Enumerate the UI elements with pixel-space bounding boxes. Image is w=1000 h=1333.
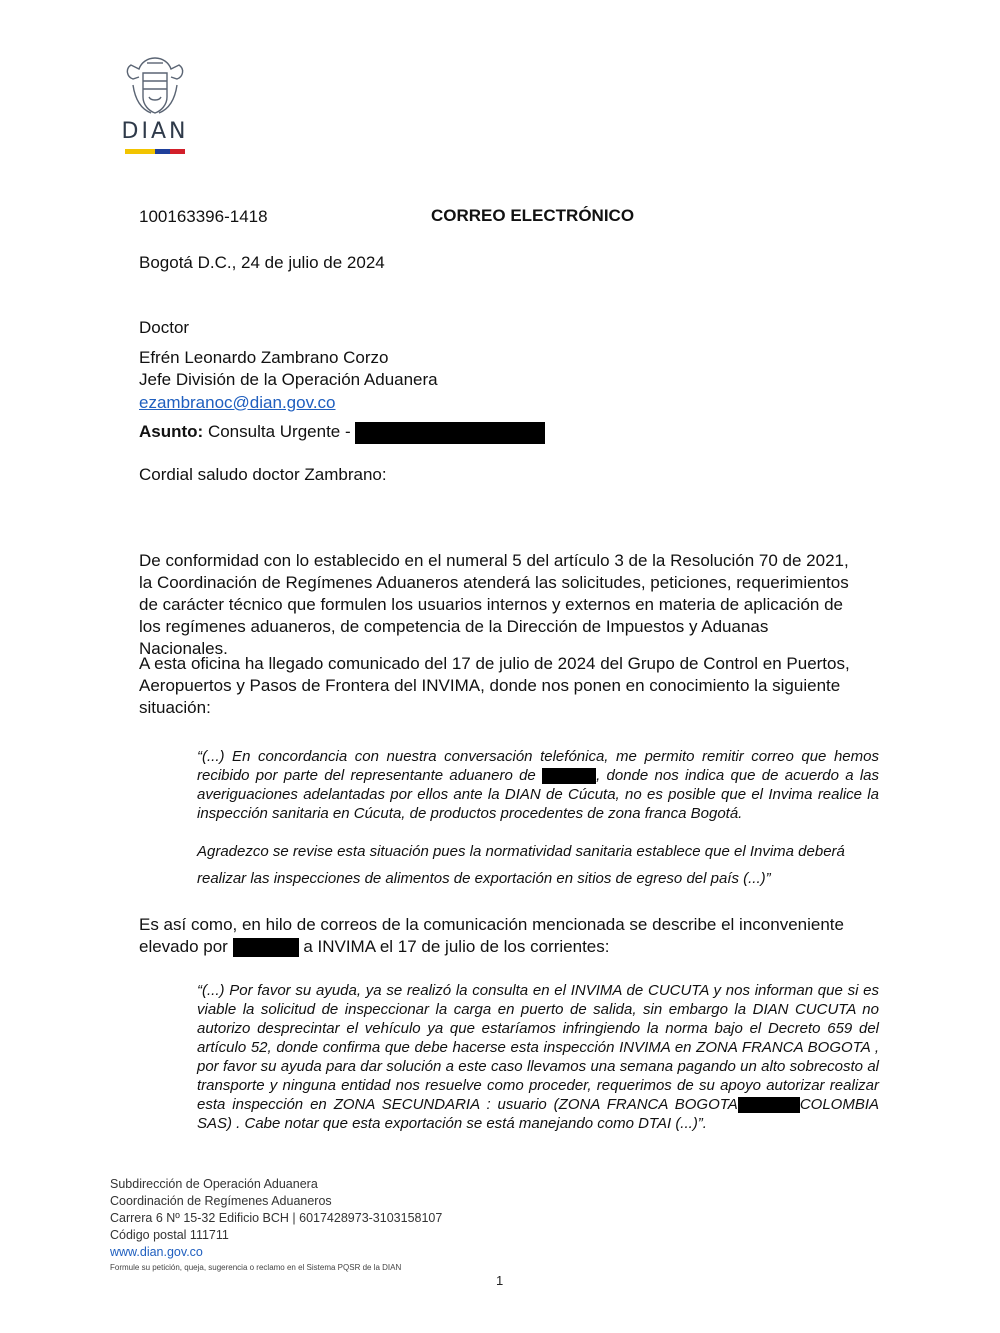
quote-1-part-2: , donde nos indica que de acuerdo a las averiguaciones adelantadas por ellos ante la DIAN de Cúcuta, no es posible que el Invima realice la inspección sanitaria en Cúcuta, de productos procedentes de zona franca Bogotá. bbox=[197, 767, 880, 822]
footer-line-2: Coordinación de Regímenes Aduaneros bbox=[110, 1194, 332, 1208]
footer-note: Formule su petición, queja, sugerencia o reclamo en el Sistema PQSR de la DIAN bbox=[110, 1263, 402, 1272]
subject-label: Asunto: bbox=[139, 422, 204, 441]
recipient-block bbox=[139, 317, 438, 414]
redacted-block bbox=[542, 768, 596, 784]
page-number: 1 bbox=[496, 1273, 504, 1288]
quote-1 bbox=[197, 747, 879, 823]
dian-logo bbox=[103, 55, 207, 157]
colombia-flag-bar bbox=[125, 149, 185, 154]
greeting: Cordial saludo doctor Zambrano: bbox=[139, 465, 387, 484]
redacted-block bbox=[738, 1097, 800, 1113]
paragraph-1: De conformidad con lo establecido en el numeral 5 del artículo 3 de la Resolución 70 de 2021, la Coordinación de Regímenes Aduaneros atenderá las solicitudes, peticiones, requerimientos de carácter técnico que formulen los usuarios internos y externos en materia de aplicación de los regímenes aduaneros, de competencia de la Dirección de Impuestos y Aduanas Nacionales. bbox=[139, 551, 849, 658]
recipient-email-link[interactable]: ezambranoc@dian.gov.co bbox=[139, 392, 336, 412]
recipient-position: Jefe División de la Operación Aduanera bbox=[139, 370, 438, 389]
paragraph-3-part-1: Es así como, en hilo de correos de la comunicación mencionada se describe el inconveniente elevado por bbox=[139, 915, 844, 956]
recipient-name: Efrén Leonardo Zambrano Corzo bbox=[139, 347, 389, 367]
quote-3-part-2: COLOMBIA SAS) . Cabe notar que esta exportación se está manejando como DTAI (...)”. bbox=[197, 1096, 879, 1132]
flag-blue-stripe bbox=[155, 149, 170, 154]
coat-of-arms-icon bbox=[103, 55, 207, 117]
paragraph-3-part-2: a INVIMA el 17 de julio de los corrientes: bbox=[303, 937, 610, 956]
subject-text: Consulta Urgente - bbox=[207, 422, 351, 441]
quote-2: Agradezco se revise esta situación pues la normatividad sanitaria establece que el Invima deberá realizar las inspecciones de alimentos de exportación en sitios de egreso del país (...)” bbox=[197, 843, 845, 887]
quote-3-part-1: “(...) Por favor su ayuda, ya se realizó la consulta en el INVIMA de CUCUTA y nos informan que si es viable la solicitud de inspeccionar la carga en puerto de salida, sin embargo la DIAN CUCUTA no autorizo desprecintar el vehículo ya que estaríamos infringiendo la norma bajo el Decreto 659 del artículo 52, donde confirma que debe hacerse esta inspección INVIMA en ZONA FRANCA BOGOTA , por favor su ayuda para dar solución a este caso llevamos una semana pagando un alto sobrecosto al transporte y ninguna entidad nos resuelve como proceder, requerimos de su apoyo autorizar realizar esta inspección en ZONA SECUNDARIA : usuario (ZONA FRANCA BOGOTA bbox=[197, 982, 879, 1113]
subject-line bbox=[139, 421, 545, 444]
quote-3 bbox=[197, 981, 879, 1133]
footer bbox=[110, 1176, 442, 1275]
footer-line-4: Código postal 111711 bbox=[110, 1228, 229, 1242]
recipient-title: Doctor bbox=[139, 318, 190, 337]
document-type: CORREO ELECTRÓNICO bbox=[431, 206, 635, 225]
paragraph-3 bbox=[139, 914, 859, 958]
flag-yellow-stripe bbox=[125, 149, 155, 154]
flag-red-stripe bbox=[170, 149, 185, 154]
reference-number: 100163396-1418 bbox=[139, 207, 268, 226]
redacted-block bbox=[355, 422, 545, 444]
quote-1-part-1: “(...) En concordancia con nuestra conversación telefónica, me permito remitir correo que hemos recibido por parte del representante aduanero de bbox=[197, 748, 879, 784]
logo-wordmark: DIAN bbox=[121, 119, 189, 144]
footer-website-link[interactable]: www.dian.gov.co bbox=[110, 1245, 203, 1259]
place-date: Bogotá D.C., 24 de julio de 2024 bbox=[139, 253, 385, 272]
footer-line-1: Subdirección de Operación Aduanera bbox=[110, 1177, 318, 1191]
paragraph-2: A esta oficina ha llegado comunicado del 17 de julio de 2024 del Grupo de Control en Puertos, Aeropuertos y Pasos de Frontera del INVIMA, donde nos ponen en conocimiento la siguiente situación: bbox=[139, 654, 850, 717]
redacted-block bbox=[233, 938, 299, 957]
footer-line-3: Carrera 6 Nº 15-32 Edificio BCH | 6017428973-3103158107 bbox=[110, 1211, 443, 1225]
